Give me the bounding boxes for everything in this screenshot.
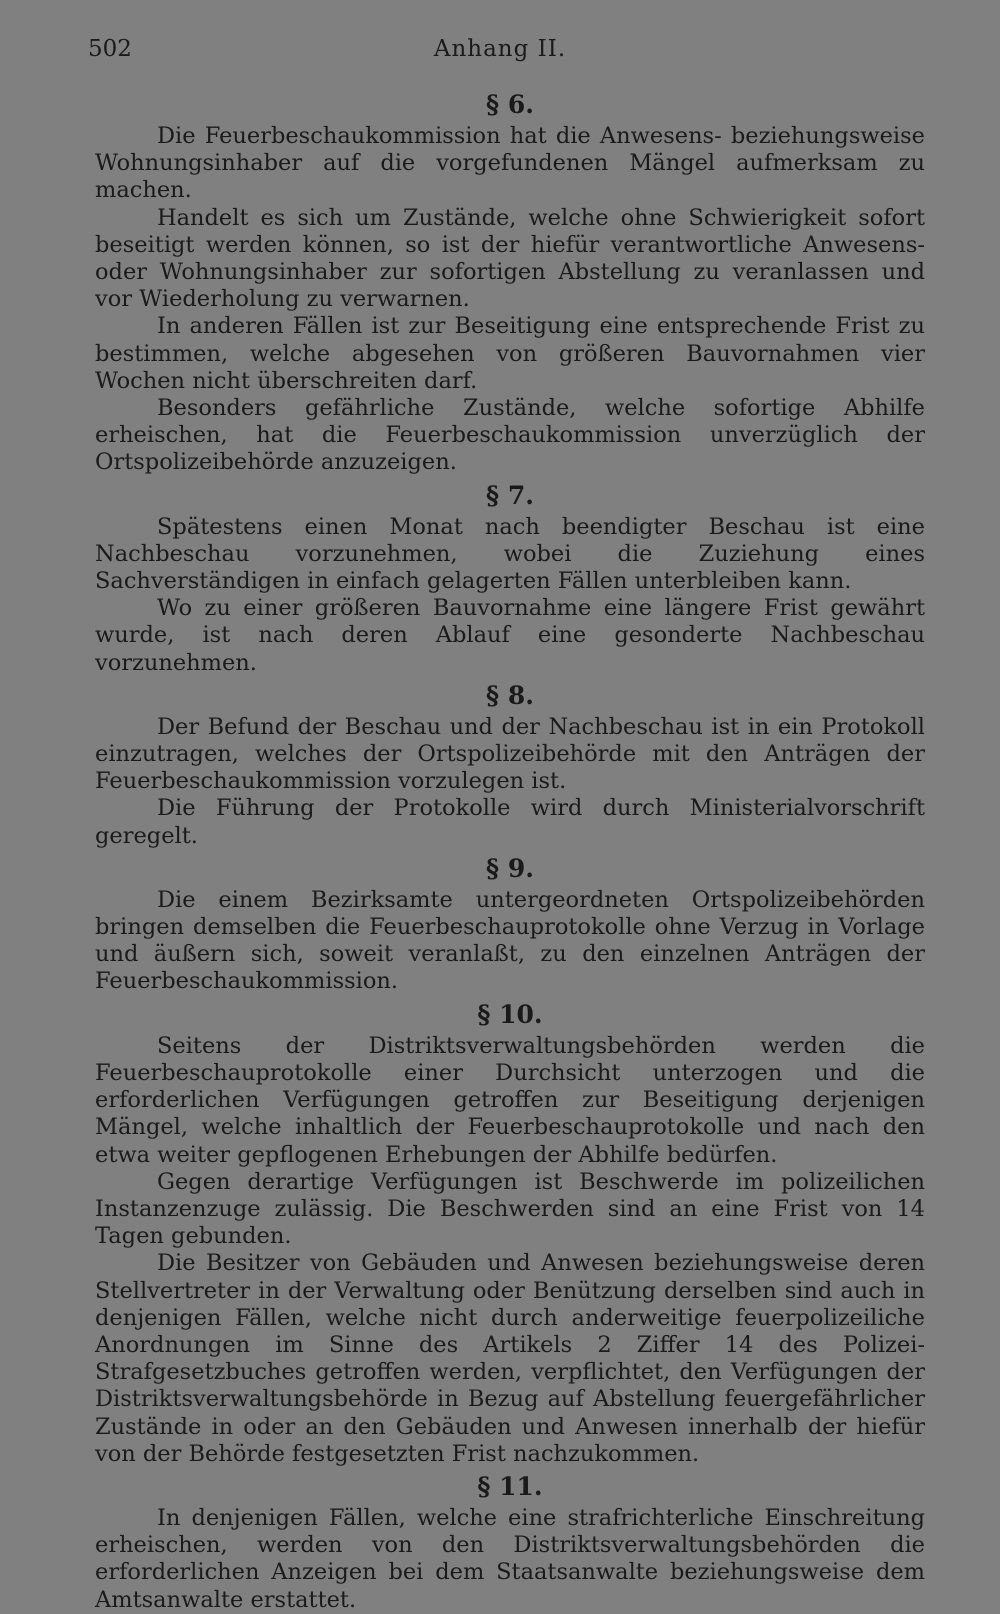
section-heading: § 6.: [486, 90, 534, 119]
paragraph: In anderen Fällen ist zur Beseitigung eine entsprechende Frist zu bestimmen, welche abgesehen von größeren Bauvornahmen vier Wochen nicht überschreiten darf.: [95, 313, 925, 394]
paragraph: Der Befund der Beschau und der Nachbeschau ist in ein Protokoll einzutragen, welches der Ortspolizeibehörde mit den Anträgen der Feuerbeschaukommission vorzulegen ist.: [95, 713, 925, 795]
section-7: [95, 481, 925, 677]
paragraph: Die Führung der Protokolle wird durch Ministerialvorschrift geregelt.: [95, 795, 925, 849]
paragraph: Die einem Bezirksamte untergeordneten Ortspolizeibehörden bringen demselben die Feuerbeschauprotokolle ohne Verzug in Vorlage und äußern sich, soweit veranlaßt, zu den einzelnen Anträgen der Feuerbeschaukommission.: [95, 886, 925, 995]
paragraph: Gegen derartige Verfügungen ist Beschwerde im polizeilichen Instanzenzuge zulässig. Die Beschwerden sind an eine Frist von 14 Tagen gebunden.: [95, 1168, 925, 1250]
section-6: [95, 90, 925, 477]
section-9: [95, 854, 925, 996]
paragraph: Die Feuerbeschaukommission hat die Anwesens- beziehungsweise Wohnungsinhaber auf die vorgefundenen Mängel aufmerksam zu machen.: [95, 123, 925, 204]
page-number: 502: [88, 36, 132, 62]
paragraph: Handelt es sich um Zustände, welche ohne Schwierigkeit sofort beseitigt werden können, so ist der hiefür verantwortliche Anwesens- oder Wohnungsinhaber zur sofortigen Abstellung zu veranlassen und vor Wiederholung zu verwarnen.: [95, 204, 925, 313]
section-11: [95, 1472, 925, 1614]
paragraph: Wo zu einer größeren Bauvornahme eine längere Frist gewährt wurde, ist nach deren Ablauf eine gesonderte Nachbeschau vorzunehmen.: [95, 595, 925, 676]
section-heading: § 7.: [486, 480, 534, 510]
document-body: [95, 86, 925, 1614]
section-heading: § 8.: [486, 680, 534, 710]
section-10: [95, 1000, 925, 1468]
section-heading: § 9.: [486, 853, 534, 883]
paragraph: Besonders gefährliche Zustände, welche sofortige Abhilfe erheischen, hat die Feuerbeschaukommission unverzüglich der Ortspolizeibehörde anzuzeigen.: [95, 395, 925, 476]
paragraph: Seitens der Distriktsverwaltungsbehörden werden die Feuerbeschauprotokolle einer Durchsicht unterzogen und die erforderlichen Verfügungen getroffen zur Beseitigung derjenigen Mängel, welche inhaltlich der Feuerbeschauprotokolle und nach den etwa weiter gepflogenen Erhebungen der Abhilfe bedürfen.: [95, 1032, 925, 1168]
section-heading: § 10.: [477, 999, 543, 1029]
page-header: [88, 36, 912, 68]
running-head: Anhang II.: [433, 36, 567, 62]
section-8: [95, 681, 925, 850]
paragraph: In denjenigen Fällen, welche eine strafrichterliche Einschreitung erheischen, werden von den Distriktsverwaltungsbehörden die erforderlichen Anzeigen bei dem Staatsanwalte beziehungsweise dem Amtsanwalte erstattet.: [95, 1504, 925, 1613]
paragraph: Die Besitzer von Gebäuden und Anwesen beziehungsweise deren Stellvertreter in der Verwaltung oder Benützung derselben sind auch in denjenigen Fällen, welche nicht durch anderweitige feuerpolizeiliche Anordnungen im Sinne des Artikels 2 Ziffer 14 des Polizei-Strafgesetzbuches getroffen werden, verpflichtet, den Verfügungen der Distriktsverwaltungsbehörde in Bezug auf Abstellung feuergefährlicher Zustände in oder an den Gebäuden und Anwesen innerhalb der hiefür von der Behörde festgesetzten Frist nachzukommen.: [95, 1250, 925, 1467]
paragraph: Spätestens einen Monat nach beendigter Beschau ist eine Nachbeschau vorzunehmen, wobei die Zuziehung eines Sachverständigen in einfach gelagerten Fällen unterbleiben kann.: [95, 513, 925, 595]
section-heading: § 11.: [477, 1471, 543, 1501]
